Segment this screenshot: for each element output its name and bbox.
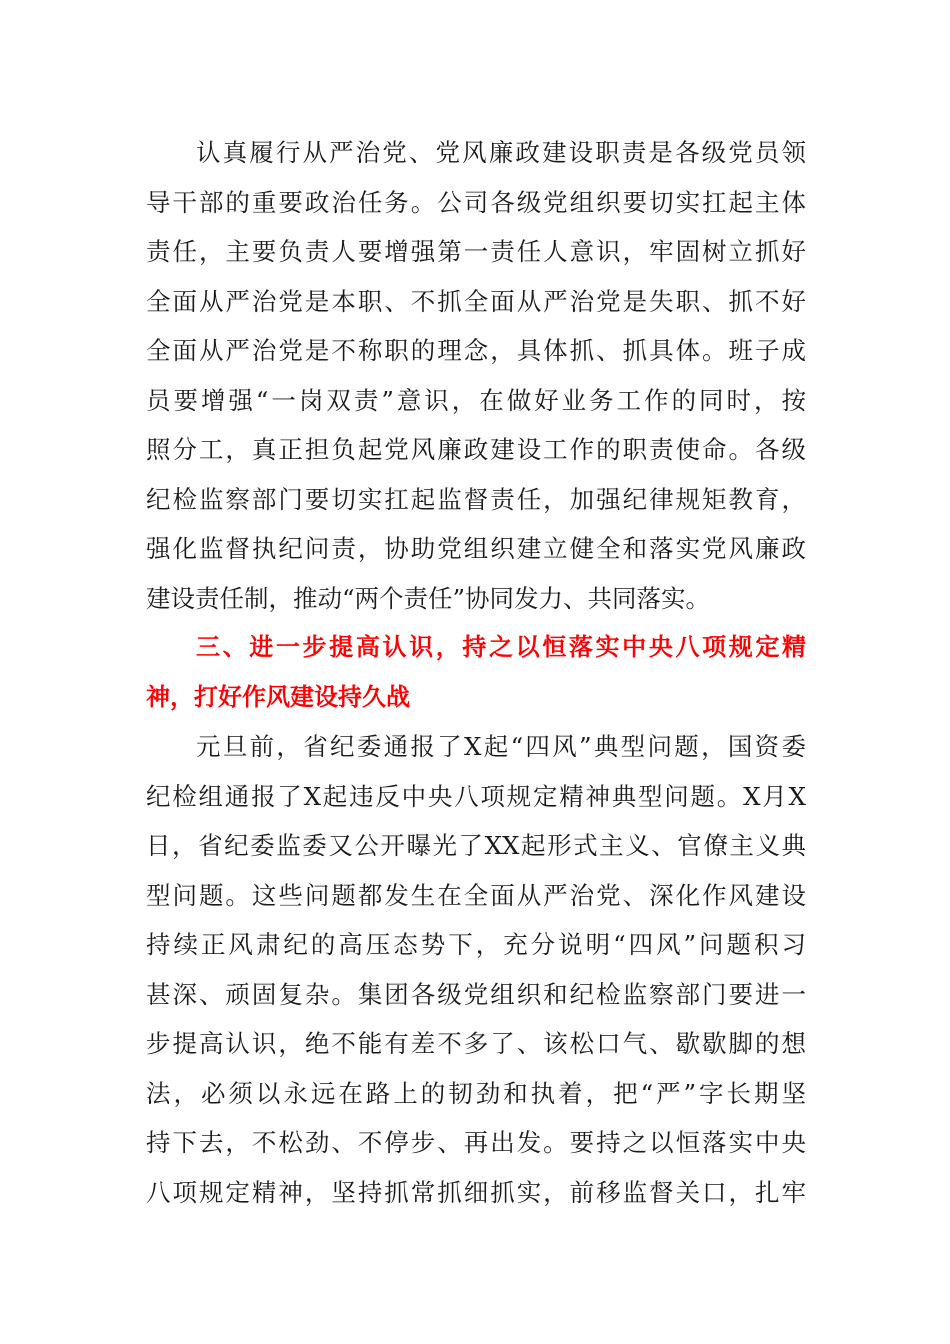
paragraph-responsibility: [146, 128, 806, 623]
text-line: 照分工，真正担负起党风廉政建设工作的职责使命。各级: [146, 435, 806, 464]
text-line: 全面从严治党是本职、不抓全面从严治党是失职、抓不好: [146, 286, 806, 316]
text-line: 法，必须以永远在路上的韧劲和执着，把“严”字长期坚: [146, 1078, 806, 1108]
text-line: 责任，主要负责人要增强第一责任人意识，牢固树立抓好: [146, 237, 806, 266]
section-heading: [146, 623, 806, 722]
text-line: 步提高认识，绝不能有差不多了、该松口气、歇歇脚的想: [146, 1029, 806, 1058]
text-line: 日，省纪委监委又公开曝光了XX起形式主义、官僚主义典: [146, 831, 806, 860]
text-line: 元旦前，省纪委通报了X起“四风”典型问题，国资委: [196, 732, 806, 761]
text-line: 强化监督执纪问责，协助党组织建立健全和落实党风廉政: [146, 534, 806, 563]
heading-line: 三、进一步提高认识，持之以恒落实中央八项规定精: [196, 633, 806, 661]
text-line: 八项规定精神，坚持抓常抓细抓实，前移监督关口，扎牢: [146, 1177, 806, 1207]
text-line: 建设责任制，推动“两个责任”协同发力、共同落实。: [146, 583, 711, 613]
text-line: 全面从严治党是不称职的理念，具体抓、抓具体。班子成: [146, 336, 806, 365]
paragraph-work-style: [146, 722, 806, 1217]
document-body: [146, 128, 806, 1217]
text-line: 纪检组通报了X起违反中央八项规定精神典型问题。X月X: [146, 781, 806, 811]
text-line: 员要增强“一岗双责”意识，在做好业务工作的同时，按: [146, 385, 806, 415]
text-line: 纪检监察部门要切实扛起监督责任，加强纪律规矩教育，: [146, 484, 806, 514]
text-line: 持续正风肃纪的高压态势下，充分说明“四风”问题积习: [146, 930, 806, 959]
heading-line: 神，打好作风建设持久战: [146, 682, 410, 711]
text-line: 型问题。这些问题都发生在全面从严治党、深化作风建设: [146, 880, 806, 910]
text-line: 持下去，不松劲、不停步、再出发。要持之以恒落实中央: [146, 1128, 806, 1157]
text-line: 导干部的重要政治任务。公司各级党组织要切实扛起主体: [146, 187, 806, 217]
text-line: 甚深、顽固复杂。集团各级党组织和纪检监察部门要进一: [146, 979, 806, 1009]
text-line: 认真履行从严治党、党风廉政建设职责是各级党员领: [196, 138, 806, 167]
